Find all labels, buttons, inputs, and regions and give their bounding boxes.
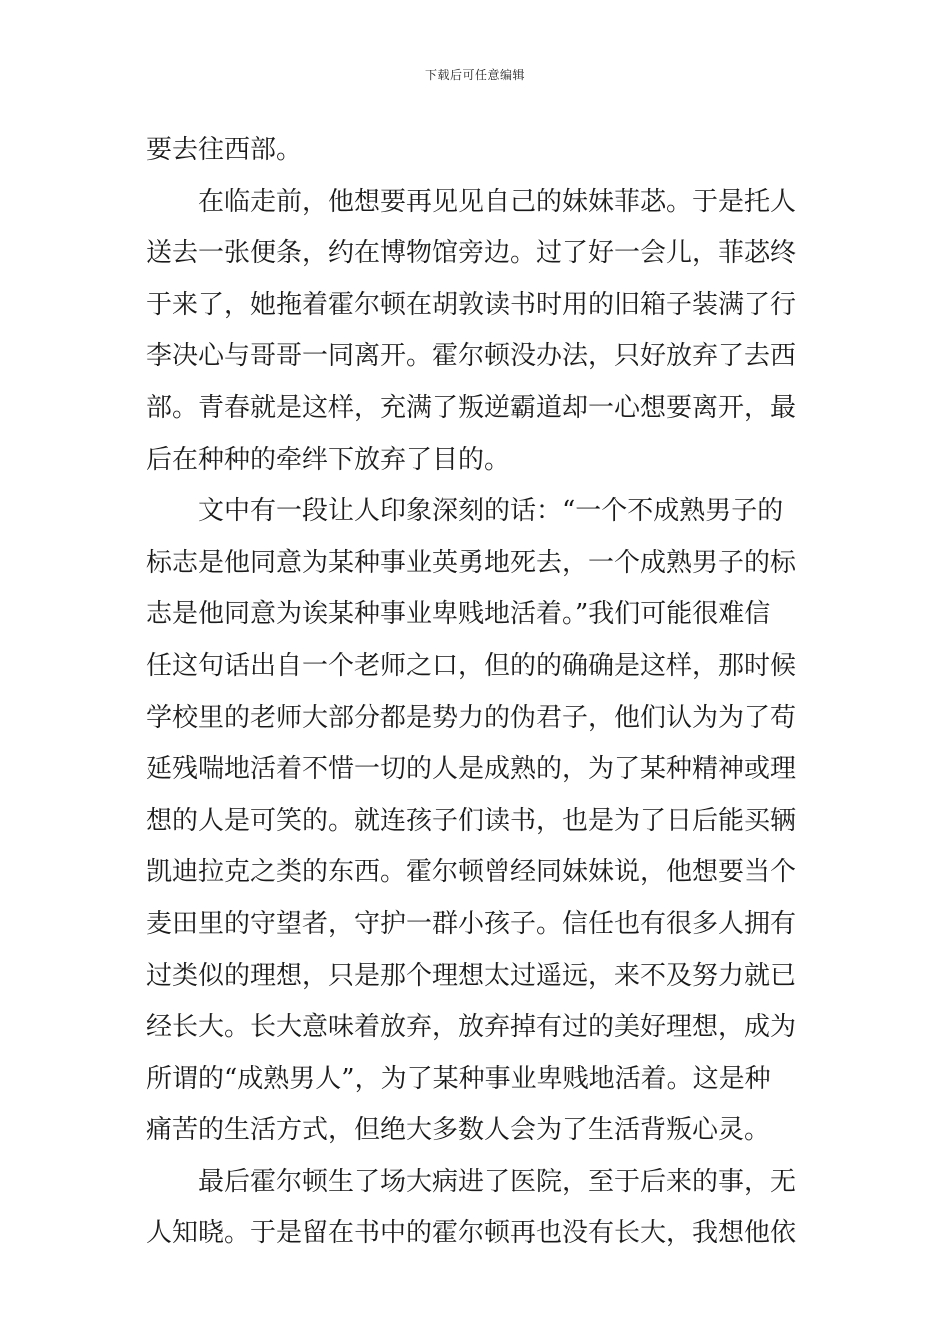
paragraph-line: 延残喘地活着不惜一切的人是成熟的，为了某种精神或理	[146, 754, 797, 785]
paragraph-line: 最后霍尔顿生了场大病进了医院，至于后来的事，无	[198, 1166, 797, 1197]
paragraph-line: 学校里的老师大部分都是势力的伪君子，他们认为为了苟	[146, 702, 797, 733]
paragraph-line: 部。青春就是这样，充满了叛逆霸道却一心想要离开，最	[146, 392, 797, 423]
paragraph-line: 凯迪拉克之类的东西。霍尔顿曾经同妹妹说，他想要当个	[146, 857, 797, 888]
paragraph-line: 标志是他同意为某种事业英勇地死去，一个成熟男子的标	[146, 547, 797, 578]
paragraph-line: 后在种种的牵绊下放弃了目的。	[146, 444, 511, 475]
paragraph-line: 经长大。长大意味着放弃，放弃掉有过的美好理想，成为	[146, 1012, 797, 1043]
page-header: 下载后可任意编辑	[424, 68, 525, 82]
paragraph-line: 所谓的“成熟男人”，为了某种事业卑贱地活着。这是种	[146, 1063, 771, 1094]
paragraph-line: 人知晓。于是留在书中的霍尔顿再也没有长大，我想他依	[146, 1218, 797, 1249]
paragraph-line: 任这句话出自一个老师之口，但的的确确是这样，那时候	[146, 650, 797, 681]
paragraph-line: 想的人是可笑的。就连孩子们读书，也是为了日后能买辆	[146, 805, 797, 836]
paragraph-line: 痛苦的生活方式，但绝大多数人会为了生活背叛心灵。	[146, 1115, 771, 1146]
paragraph-line: 送去一张便条，约在博物馆旁边。过了好一会儿，菲苾终	[146, 238, 797, 269]
paragraph-line: 要去往西部。	[146, 135, 303, 165]
document-body	[146, 125, 811, 1260]
paragraph-line: 李决心与哥哥一同离开。霍尔顿没办法，只好放弃了去西	[146, 341, 797, 372]
paragraph-line: 过类似的理想，只是那个理想太过遥远，来不及努力就已	[146, 960, 797, 991]
paragraph-line: 在临走前，他想要再见见自己的妹妹菲苾。于是托人	[198, 186, 797, 217]
paragraph-line: 麦田里的守望者，守护一群小孩子。信任也有很多人拥有	[146, 908, 797, 939]
paragraph-line: 文中有一段让人印象深刻的话：“一个不成熟男子的	[198, 496, 784, 527]
paragraph-line: 于来了，她拖着霍尔顿在胡敦读书时用的旧箱子装满了行	[146, 289, 797, 320]
paragraph-line: 志是他同意为诶某种事业卑贱地活着。”我们可能很难信	[146, 599, 771, 630]
